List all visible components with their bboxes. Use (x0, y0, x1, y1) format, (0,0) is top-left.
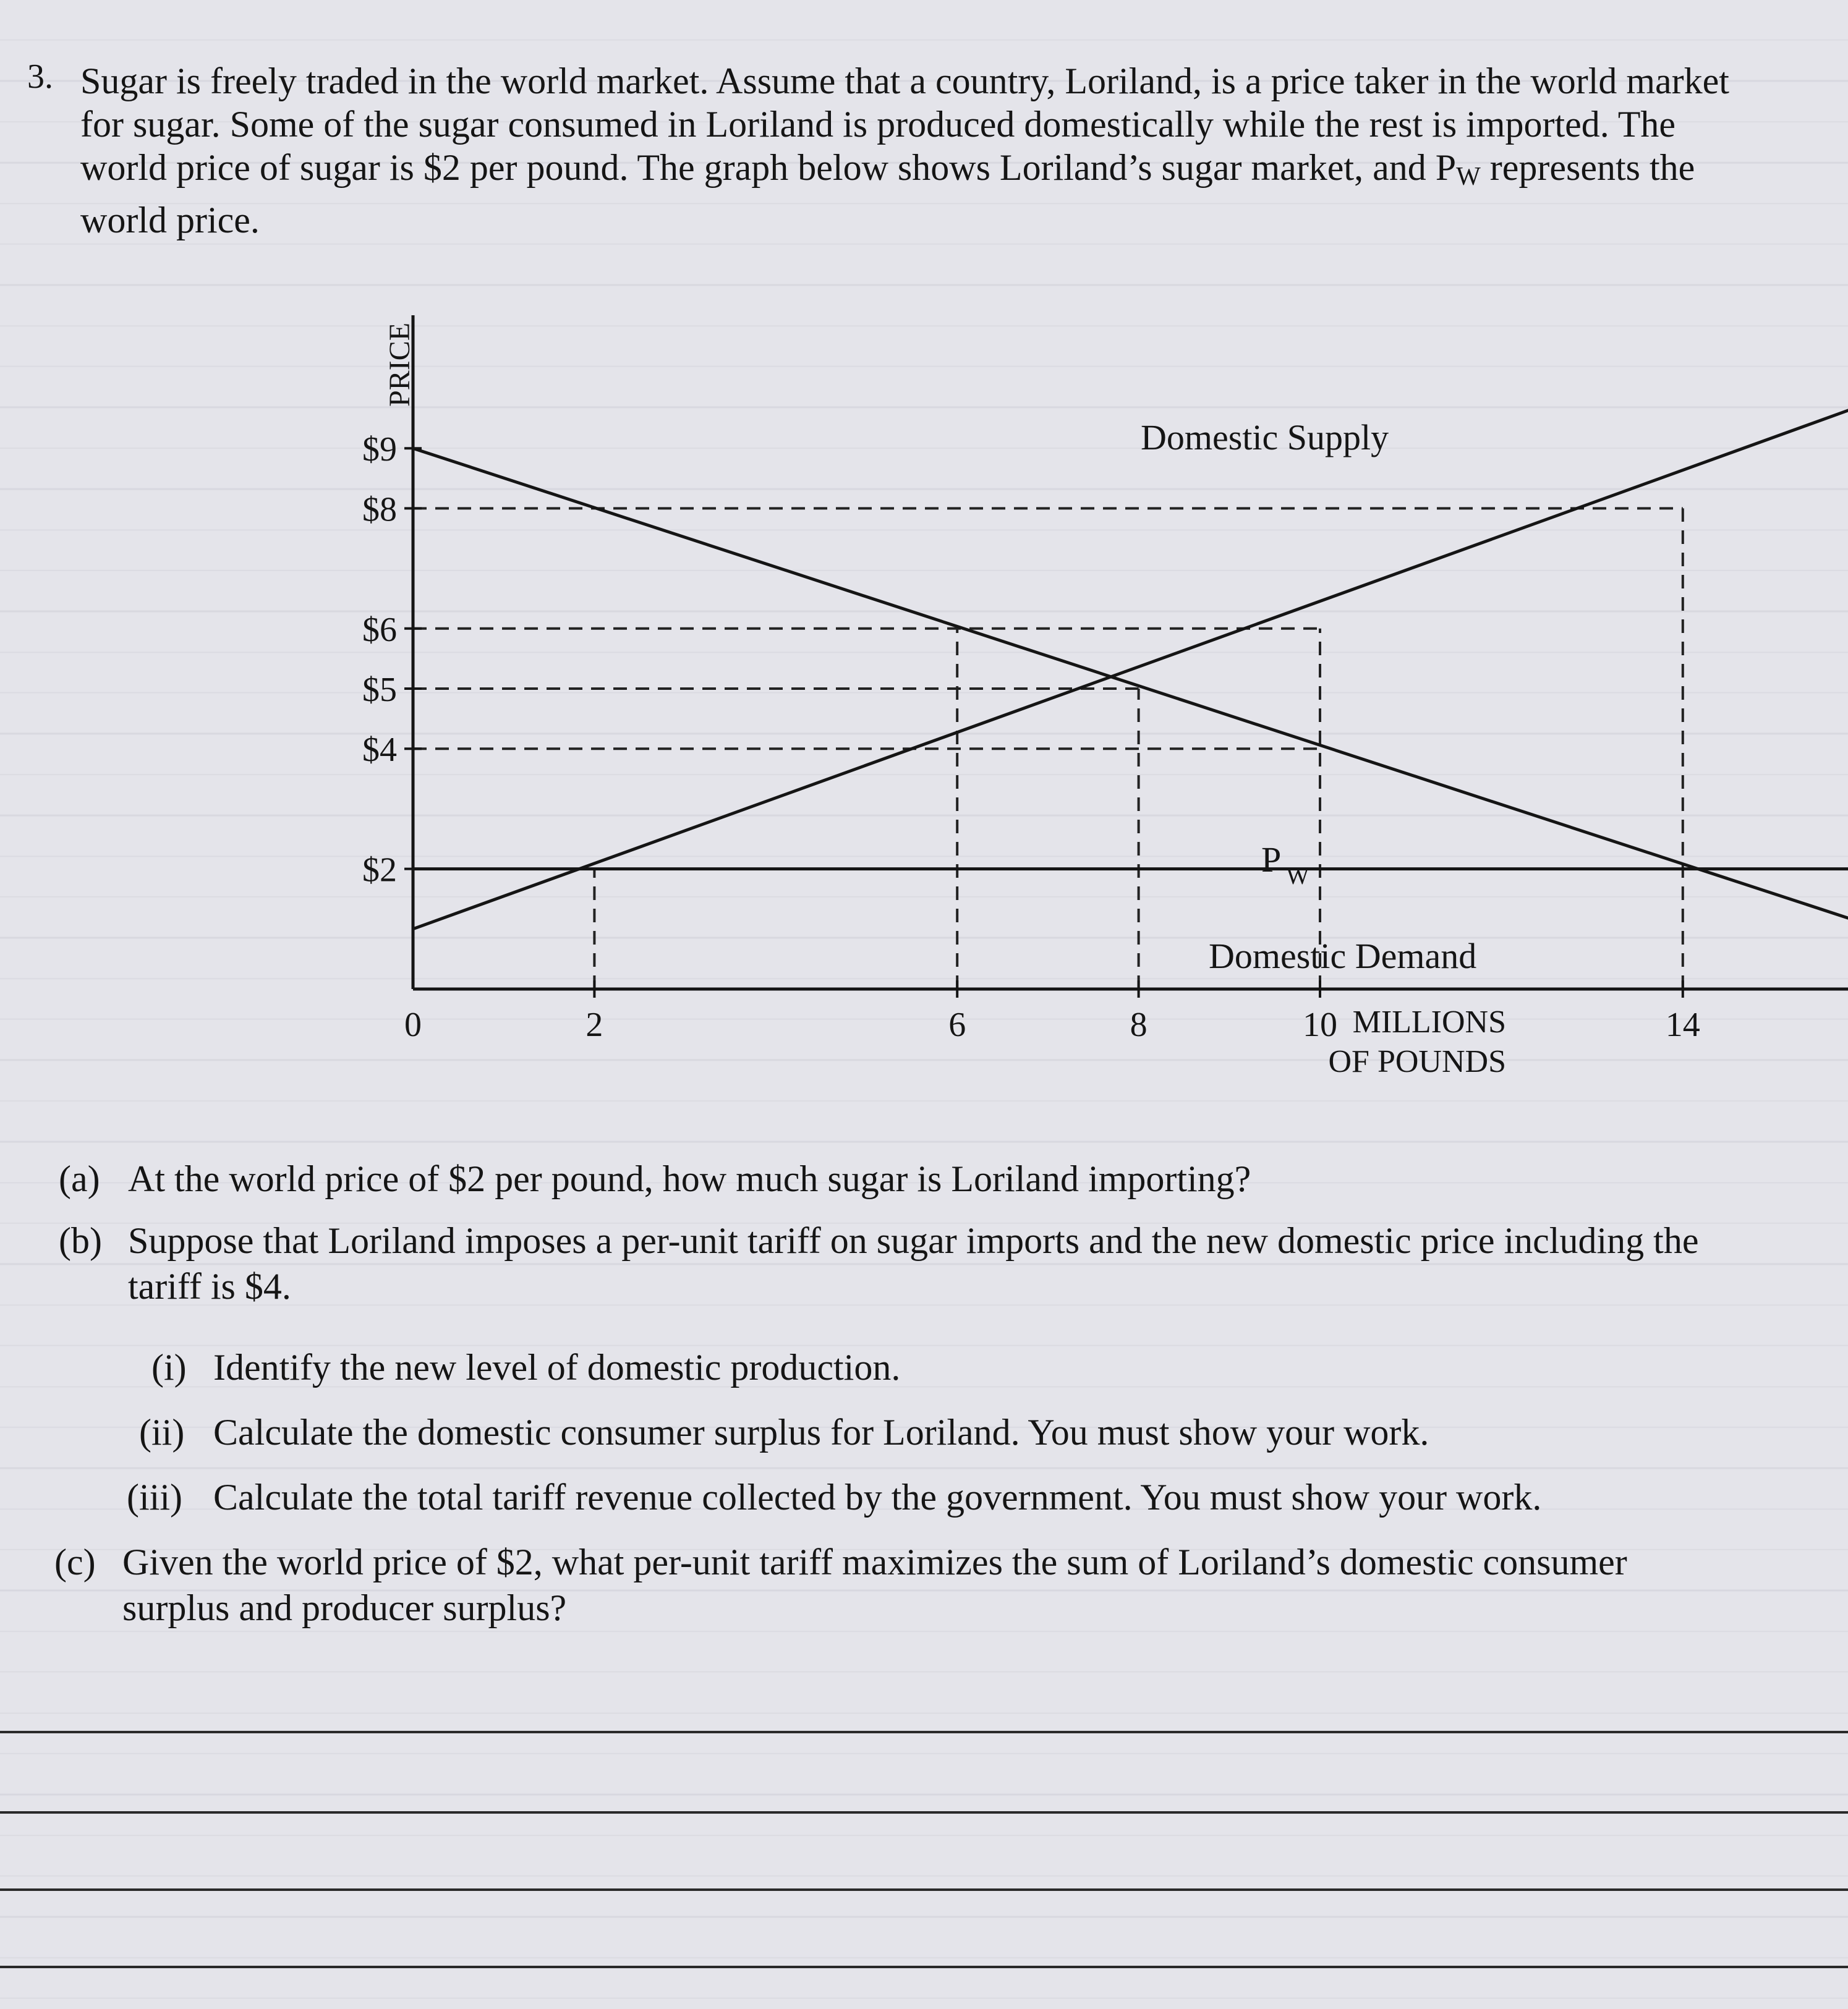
intro-line: world price of sugar is $2 per pound. The graph below shows Loriland’s sugar market, and P (80, 147, 1457, 188)
part-label: (ii) (139, 1412, 185, 1453)
answer-line (0, 1966, 1848, 1968)
y-tick-label: $6 (362, 610, 397, 649)
y-tick-label: $2 (362, 851, 397, 890)
intro-line: for sugar. Some of the sugar consumed in Loriland is produced domestically while the rest is imported. The (80, 104, 1676, 145)
x-tick-label: 0 (404, 1006, 422, 1044)
part-text: At the world price of $2 per pound, how much sugar is Loriland importing? (128, 1158, 1251, 1199)
x-tick-label: 14 (1665, 1006, 1700, 1044)
domestic-demand-curve (413, 448, 1848, 953)
answer-line (0, 1731, 1848, 1733)
intro-line: Sugar is freely traded in the world market. Assume that a country, Loriland, is a price taker in the world market (80, 61, 1729, 101)
axes (404, 315, 1848, 998)
part-text: Identify the new level of domestic production. (213, 1347, 901, 1388)
part-text (128, 1218, 1848, 1309)
part-text: Calculate the total tariff revenue collected by the government. You must show your work. (213, 1477, 1542, 1518)
world-price-label-subscript: W (1286, 862, 1309, 890)
domestic-demand-label: Domestic Demand (1209, 936, 1477, 976)
part-text-line: tariff is $4. (128, 1266, 291, 1307)
x-tick-label: 2 (585, 1006, 603, 1044)
x-axis-title: MILLIONS (1352, 1004, 1506, 1040)
answer-line (0, 1888, 1848, 1891)
intro-line: world price. (80, 200, 260, 240)
intro-line-tail: represents the (1480, 147, 1695, 188)
world-price-label: P (1261, 839, 1282, 880)
chart-labels (362, 323, 1700, 1079)
x-tick-label: 8 (1130, 1006, 1148, 1044)
part-label: (a) (59, 1158, 100, 1199)
x-tick-label: 6 (948, 1006, 966, 1044)
part-text-line: Suppose that Loriland imposes a per-unit tariff on sugar imports and the new domestic price including the (128, 1220, 1699, 1261)
part-text: Calculate the domestic consumer surplus for Loriland. You must show your work. (213, 1412, 1429, 1453)
domestic-supply-label: Domestic Supply (1141, 417, 1389, 457)
world-price-subscript: W (1456, 163, 1481, 191)
part-text-line: Given the world price of $2, what per-unit tariff maximizes the sum of Loriland’s domestic consumer (122, 1542, 1627, 1582)
part-label: (i) (151, 1347, 187, 1388)
dashed-guides (413, 508, 1683, 989)
part-text-line: surplus and producer surplus? (122, 1587, 567, 1628)
curves (413, 388, 1848, 953)
y-tick-label: $5 (362, 671, 397, 709)
y-tick-label: $4 (362, 731, 397, 770)
y-tick-label: $8 (362, 490, 397, 529)
part-label: (c) (54, 1542, 96, 1582)
question-number: 3. (27, 57, 53, 96)
part-label: (iii) (127, 1477, 182, 1518)
answer-line (0, 1811, 1848, 1814)
y-axis-title: PRICE (383, 322, 416, 407)
intro-line-with-subscript (80, 146, 1836, 198)
x-tick-label: 10 (1303, 1006, 1337, 1044)
y-tick-label: $9 (362, 430, 397, 469)
question-intro (80, 59, 1836, 242)
sugar-market-graph (0, 278, 1848, 1119)
part-text (122, 1539, 1848, 1631)
part-label: (b) (59, 1220, 102, 1261)
x-axis-title: OF POUNDS (1328, 1044, 1506, 1079)
